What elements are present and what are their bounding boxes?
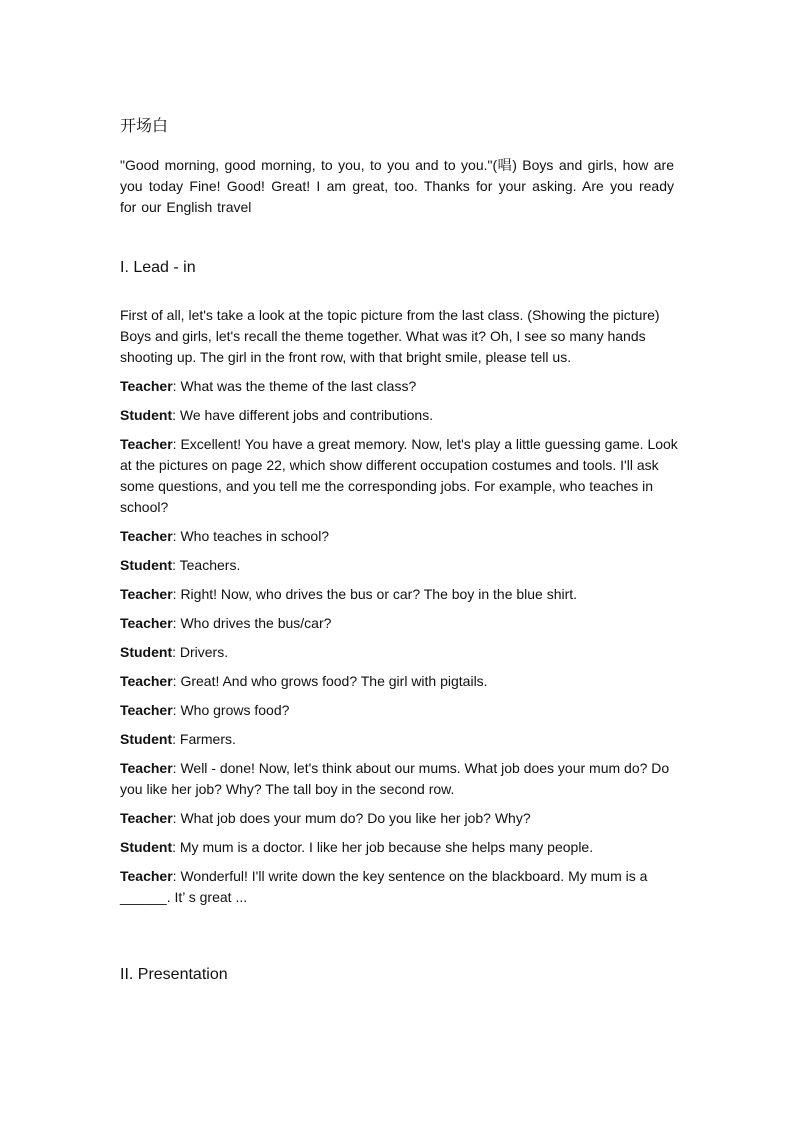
section-title-lead-in: I. Lead - in bbox=[120, 259, 196, 276]
speaker-label: Teacher bbox=[120, 378, 173, 394]
lead-in-body bbox=[120, 305, 680, 916]
speaker-label: Teacher bbox=[120, 760, 173, 776]
lead-in-intro: First of all, let's take a look at the topic picture from the last class. (Showing the picture) Boys and girls, let's recall the theme together. What was it? Oh, I see so many hands shooting up. The girl in the front row, with that bright smile, please tell us. bbox=[120, 307, 660, 365]
dialogue-line bbox=[120, 405, 680, 426]
dialogue-line bbox=[120, 837, 680, 858]
speaker-label: Student bbox=[120, 557, 173, 573]
dialogue-text: : Great! And who grows food? The girl with pigtails. bbox=[172, 673, 488, 689]
dialogue-text: : Who drives the bus/car? bbox=[172, 615, 332, 631]
speaker-label: Teacher bbox=[120, 528, 173, 544]
dialogue-line bbox=[120, 642, 680, 663]
dialogue-text: : Excellent! You have a great memory. Now, let's play a little guessing game. Look at the pictures on page 22, which show different occupation costumes and tools. I'll ask some questions, and you tell me the corresponding jobs. For example, who teaches in school? bbox=[120, 436, 678, 515]
speaker-label: Student bbox=[120, 407, 173, 423]
dialogue-line bbox=[120, 434, 680, 518]
speaker-label: Teacher bbox=[120, 702, 173, 718]
speaker-label: Teacher bbox=[120, 615, 173, 631]
dialogue-text: : We have different jobs and contributions. bbox=[172, 407, 434, 423]
opening-paragraph: "Good morning, good morning, to you, to you and to you."(唱) Boys and girls, how are you today Fine! Good! Great! I am great, too. Thanks for your asking. Are you ready for our English travel bbox=[120, 157, 674, 215]
speaker-label: Student bbox=[120, 839, 173, 855]
dialogue-text: : Wonderful! I'll write down the key sentence on the blackboard. My mum is a ______. It’ s great ... bbox=[120, 868, 648, 905]
dialogue-text: : Well - done! Now, let's think about our mums. What job does your mum do? Do you like her job? Why? The tall boy in the second row. bbox=[120, 760, 670, 797]
speaker-label: Teacher bbox=[120, 810, 173, 826]
dialogue-text: : Drivers. bbox=[172, 644, 229, 660]
dialogue-text: : Who grows food? bbox=[172, 702, 290, 718]
dialogue-line bbox=[120, 758, 680, 800]
section-title-presentation: II. Presentation bbox=[120, 966, 228, 983]
dialogue-line bbox=[120, 671, 680, 692]
dialogue-line bbox=[120, 526, 680, 547]
speaker-label: Teacher bbox=[120, 673, 173, 689]
dialogue-line bbox=[120, 700, 680, 721]
dialogue-text: : What job does your mum do? Do you like her job? Why? bbox=[172, 810, 531, 826]
speaker-label: Teacher bbox=[120, 436, 173, 452]
speaker-label: Teacher bbox=[120, 868, 173, 884]
dialogue-text: : What was the theme of the last class? bbox=[172, 378, 417, 394]
dialogue-line bbox=[120, 866, 680, 908]
dialogue-line bbox=[120, 613, 680, 634]
dialogue-line bbox=[120, 808, 680, 829]
dialogue-text: : My mum is a doctor. I like her job because she helps many people. bbox=[172, 839, 594, 855]
opening-heading: 开场白 bbox=[120, 116, 169, 135]
dialogue-line bbox=[120, 376, 680, 397]
dialogue-line bbox=[120, 729, 680, 750]
speaker-label: Teacher bbox=[120, 586, 173, 602]
dialogue-line bbox=[120, 555, 680, 576]
dialogue-text: : Right! Now, who drives the bus or car? The boy in the blue shirt. bbox=[172, 586, 578, 602]
dialogue-text: : Teachers. bbox=[172, 557, 241, 573]
speaker-label: Student bbox=[120, 731, 173, 747]
dialogue-text: : Farmers. bbox=[172, 731, 236, 747]
dialogue-line bbox=[120, 584, 680, 605]
dialogue-text: : Who teaches in school? bbox=[172, 528, 330, 544]
speaker-label: Student bbox=[120, 644, 173, 660]
